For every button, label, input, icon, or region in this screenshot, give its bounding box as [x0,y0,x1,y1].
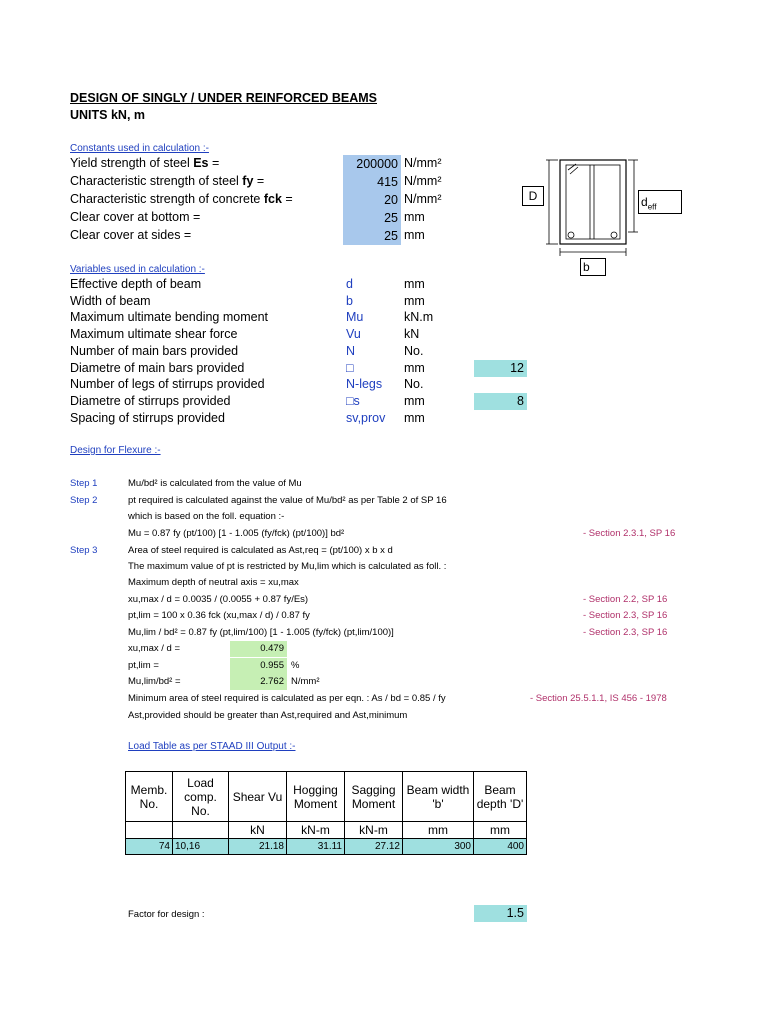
step-text: pt,lim = 100 x 0.36 fck (xu,max / d) / 0.87 fy [128,610,310,621]
deff-main: d [641,195,648,209]
step-label: Step 2 [70,495,98,506]
step-text: which is based on the foll. equation :- [128,511,285,522]
step-label: Step 3 [70,545,98,556]
load-table-header-row [126,772,527,822]
table-row [126,839,527,855]
constant-symbol: Es [193,156,209,170]
header-load-comp: Load comp. No. [173,772,229,822]
cell-depth[interactable]: 400 [474,839,527,855]
variable-label: Diametre of main bars provided [70,360,245,375]
header-memb-no: Memb. No. [126,772,173,822]
variable-unit: mm [404,360,425,375]
variable-symbol: □ [346,360,354,375]
unit-cell: kN-m [345,822,403,839]
variable-label: Width of beam [70,293,151,308]
variable-unit: mm [404,293,425,308]
page-title: DESIGN OF SINGLY / UNDER REINFORCED BEAMS [70,91,377,105]
cell-hogging[interactable]: 31.11 [287,839,345,855]
result-label: xu,max / d = [128,643,181,654]
step-text: Mu/bd² is calculated from the value of Mu [128,478,302,489]
min-steel-ref: - Section 25.5.1.1, IS 456 - 1978 [530,693,667,704]
variable-unit: mm [404,393,425,408]
unit-cell: mm [403,822,474,839]
constants-heading: Constants used in calculation :- [70,143,209,154]
load-table-units-row [126,822,527,839]
header-beam-depth: Beam depth 'D' [474,772,527,822]
result-value: 0.479 [230,641,287,657]
units-label: UNITS kN, m [70,108,146,122]
constant-value-input[interactable]: 25 [343,227,401,245]
cell-memb[interactable]: 74 [126,839,173,855]
header-shear: Shear Vu [229,772,287,822]
section-reference: - Section 2.3, SP 16 [583,627,668,638]
step-text: Mu = 0.87 fy (pt/100) [1 - 1.005 (fy/fck) (pt/100)] bd² [128,528,345,539]
width-b-label: b [580,258,606,276]
load-table [125,771,527,855]
constant-value-input[interactable]: 200000 [343,155,401,173]
header-sagging: Sagging Moment [345,772,403,822]
variable-unit: kN [404,327,420,342]
variable-symbol: N-legs [346,377,383,392]
constant-symbol: fy [242,174,254,188]
constant-unit: mm [404,228,425,242]
variables-heading: Variables used in calculation :- [70,264,205,275]
constant-symbol: fck [263,192,282,206]
variable-symbol: b [346,293,353,308]
load-table-heading: Load Table as per STAAD III Output :- [128,741,296,752]
cell-load-comp[interactable]: 10,16 [173,839,229,855]
variable-unit: No. [404,343,424,358]
step-text: The maximum value of pt is restricted by Mu,lim which is calculated as foll. : [128,561,447,572]
variable-symbol: □s [346,393,360,408]
step-text: Area of steel required is calculated as Ast,req = (pt/100) x b x d [128,545,393,556]
beam-section-sketch [522,156,682,276]
step-label: Step 1 [70,478,98,489]
result-unit: % [291,659,300,671]
header-hogging: Hogging Moment [287,772,345,822]
constant-label [70,192,293,206]
constant-label [70,210,200,224]
variable-value-input[interactable]: 8 [474,393,527,410]
variable-label: Number of main bars provided [70,343,239,358]
variable-unit: kN.m [404,310,434,325]
variable-label: Effective depth of beam [70,277,202,291]
constant-label-text: Characteristic strength of steel [70,174,243,188]
constant-unit: N/mm² [404,192,442,206]
variable-label: Maximum ultimate shear force [70,327,238,342]
min-steel-text: Minimum area of steel required is calculated as per eqn. : As / bd = 0.85 / fy [128,693,446,704]
constant-value-input[interactable]: 415 [343,173,401,191]
variable-unit: mm [404,277,425,291]
variable-label: Diametre of stirrups provided [70,393,231,408]
constant-label-text: Clear cover at sides = [70,228,192,242]
variable-symbol: N [346,343,356,358]
constant-unit: mm [404,210,425,224]
factor-value[interactable]: 1.5 [474,905,527,922]
step-text: xu,max / d = 0.0035 / (0.0055 + 0.87 fy/Es) [128,594,309,605]
unit-cell: mm [474,822,527,839]
result-label: Mu,lim/bd² = [128,676,181,687]
constant-label-suffix: = [281,192,293,206]
cell-shear[interactable]: 21.18 [229,839,287,855]
constant-label-suffix: = [208,156,220,170]
constant-label-suffix: = [253,174,265,188]
ast-note: Ast,provided should be greater than Ast,required and Ast,minimum [128,710,408,721]
constant-label-text: Yield strength of steel [70,156,194,170]
variable-label: Spacing of stirrups provided [70,410,225,425]
unit-cell [173,822,229,839]
variable-unit: mm [404,410,425,425]
variable-label: Number of legs of stirrups provided [70,377,265,392]
result-value: 0.955 [230,658,287,674]
constant-label-text: Clear cover at bottom = [70,210,201,224]
deff-sub: eff [647,202,657,212]
constant-label [70,228,191,242]
step-text: pt required is calculated against the value of Mu/bd² as per Table 2 of SP 16 [128,495,447,506]
variable-symbol: Mu [346,310,364,325]
result-unit: N/mm² [291,676,320,687]
step-text: Mu,lim / bd² = 0.87 fy (pt,lim/100) [1 - 1.005 (fy/fck) (pt,lim/100)] [128,627,394,638]
cell-sagging[interactable]: 27.12 [345,839,403,855]
variable-symbol: Vu [346,327,361,342]
section-reference: - Section 2.3, SP 16 [583,610,668,621]
variable-unit: No. [404,377,424,392]
variable-value-input[interactable]: 12 [474,360,527,377]
constant-label [70,174,264,188]
unit-cell: kN-m [287,822,345,839]
constant-label [70,156,219,170]
cell-width[interactable]: 300 [403,839,474,855]
constant-unit: N/mm² [404,156,442,170]
flexure-heading: Design for Flexure :- [70,445,161,456]
step-text: Maximum depth of neutral axis = xu,max [128,577,299,588]
variable-symbol: d [346,277,353,291]
section-reference: - Section 2.3.1, SP 16 [583,528,676,539]
unit-cell: kN [229,822,287,839]
result-label: pt,lim = [128,659,159,671]
unit-cell [126,822,173,839]
header-beam-width: Beam width 'b' [403,772,474,822]
result-value: 2.762 [230,674,287,690]
constant-unit: N/mm² [404,174,442,188]
section-reference: - Section 2.2, SP 16 [583,594,668,605]
variable-symbol: sv,prov [346,410,386,425]
constant-label-text: Characteristic strength of concrete [70,192,264,206]
constant-value-input[interactable]: 20 [343,191,401,209]
constant-value-input[interactable]: 25 [343,209,401,227]
variable-label: Maximum ultimate bending moment [70,310,268,325]
factor-label: Factor for design : [128,909,205,920]
depth-D-label: D [522,186,544,206]
effective-depth-label [638,190,682,214]
